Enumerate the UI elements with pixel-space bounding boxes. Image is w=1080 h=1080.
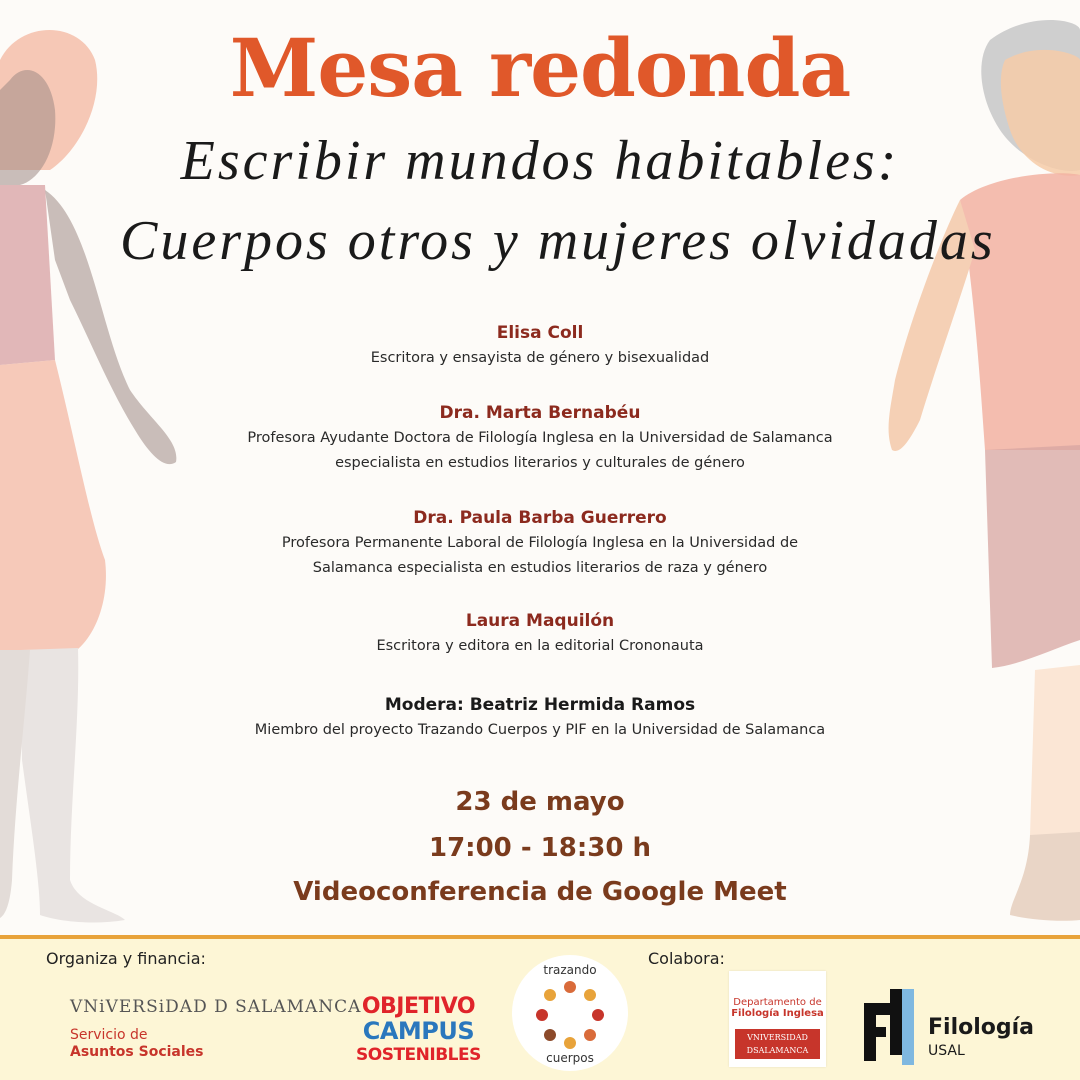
- dept-line-1: Departamento de: [733, 997, 822, 1008]
- participant-marta-bernabeu: [180, 400, 900, 476]
- trazando-text: trazando: [543, 963, 597, 977]
- subtitle-line-2: Cuerpos otros y mujeres olvidadas: [120, 210, 996, 272]
- filologia-usal-logo-icon: [864, 989, 916, 1065]
- participant-description: Profesora Ayudante Doctora de Filología Inglesa en la Universidad de Salamanca: [247, 430, 833, 446]
- participant-name: Dra. Paula Barba Guerrero: [413, 508, 667, 528]
- participant-name: Laura Maquilón: [465, 611, 615, 631]
- participant-name: Elisa Coll: [496, 323, 584, 343]
- participant-description: Escritora y editora en la editorial Crononauta: [376, 638, 704, 654]
- dept-usal-line-2: DSALAMANCA: [746, 1046, 809, 1055]
- participant-description: Escritora y ensayista de género y bisexualidad: [370, 350, 710, 366]
- filologia-title: Filología: [928, 1015, 1035, 1040]
- event-time: 17:00 - 18:30 h: [429, 833, 651, 863]
- participant-description: especialista en estudios literarios y culturales de género: [335, 455, 745, 471]
- participant-elisa-coll: [180, 320, 900, 371]
- event-location: Videoconferencia de Google Meet: [293, 877, 787, 907]
- moderator-name: Modera: Beatriz Hermida Ramos: [384, 695, 696, 715]
- subtitle-line-1: Escribir mundos habitables:: [180, 130, 900, 192]
- departamento-filologia-inglesa-logo: [729, 971, 826, 1067]
- dept-usal-banner: [735, 1029, 820, 1059]
- cuerpos-text: cuerpos: [546, 1051, 594, 1065]
- ods-line-1: OBJETIVO: [361, 994, 476, 1019]
- sponsors-footer: [0, 935, 1080, 1080]
- event-title: Mesa redonda: [229, 21, 851, 115]
- event-date: 23 de mayo: [455, 787, 625, 817]
- moderator-beatriz-hermida-ramos: [180, 692, 900, 743]
- moderator-description: Miembro del proyecto Trazando Cuerpos y PIF en la Universidad de Salamanca: [254, 722, 826, 738]
- usal-sub-line-2: Asuntos Sociales: [70, 1044, 204, 1060]
- usal-sub-line-1: Servicio de: [70, 1027, 148, 1043]
- organiza-label: Organiza y financia:: [46, 949, 206, 968]
- universidad-salamanca-logo: VNiVERSiDAD D SALAMANCA: [70, 997, 362, 1017]
- ods-line-3: SOSTENIBLES: [356, 1045, 481, 1065]
- dept-usal-line-1: VNIVERSIDAD: [747, 1033, 808, 1042]
- participant-laura-maquilon: [180, 608, 900, 659]
- colabora-label: Colabora:: [648, 949, 725, 968]
- dept-line-2: Filología Inglesa: [731, 1008, 824, 1019]
- ods-line-2: CAMPUS: [362, 1017, 475, 1045]
- participant-description: Salamanca especialista en estudios literarios de raza y género: [312, 560, 768, 576]
- objetivo-campus-sostenibles-logo: [356, 995, 481, 1067]
- servicio-asuntos-sociales: [70, 1027, 204, 1061]
- filologia-usal-text: USAL: [928, 1043, 965, 1059]
- trazando-cuerpos-logo: [512, 955, 628, 1071]
- participant-name: Dra. Marta Bernabéu: [439, 403, 641, 423]
- participant-paula-barba-guerrero: [180, 505, 900, 581]
- participant-description: Profesora Permanente Laboral de Filología Inglesa en la Universidad de: [281, 535, 799, 551]
